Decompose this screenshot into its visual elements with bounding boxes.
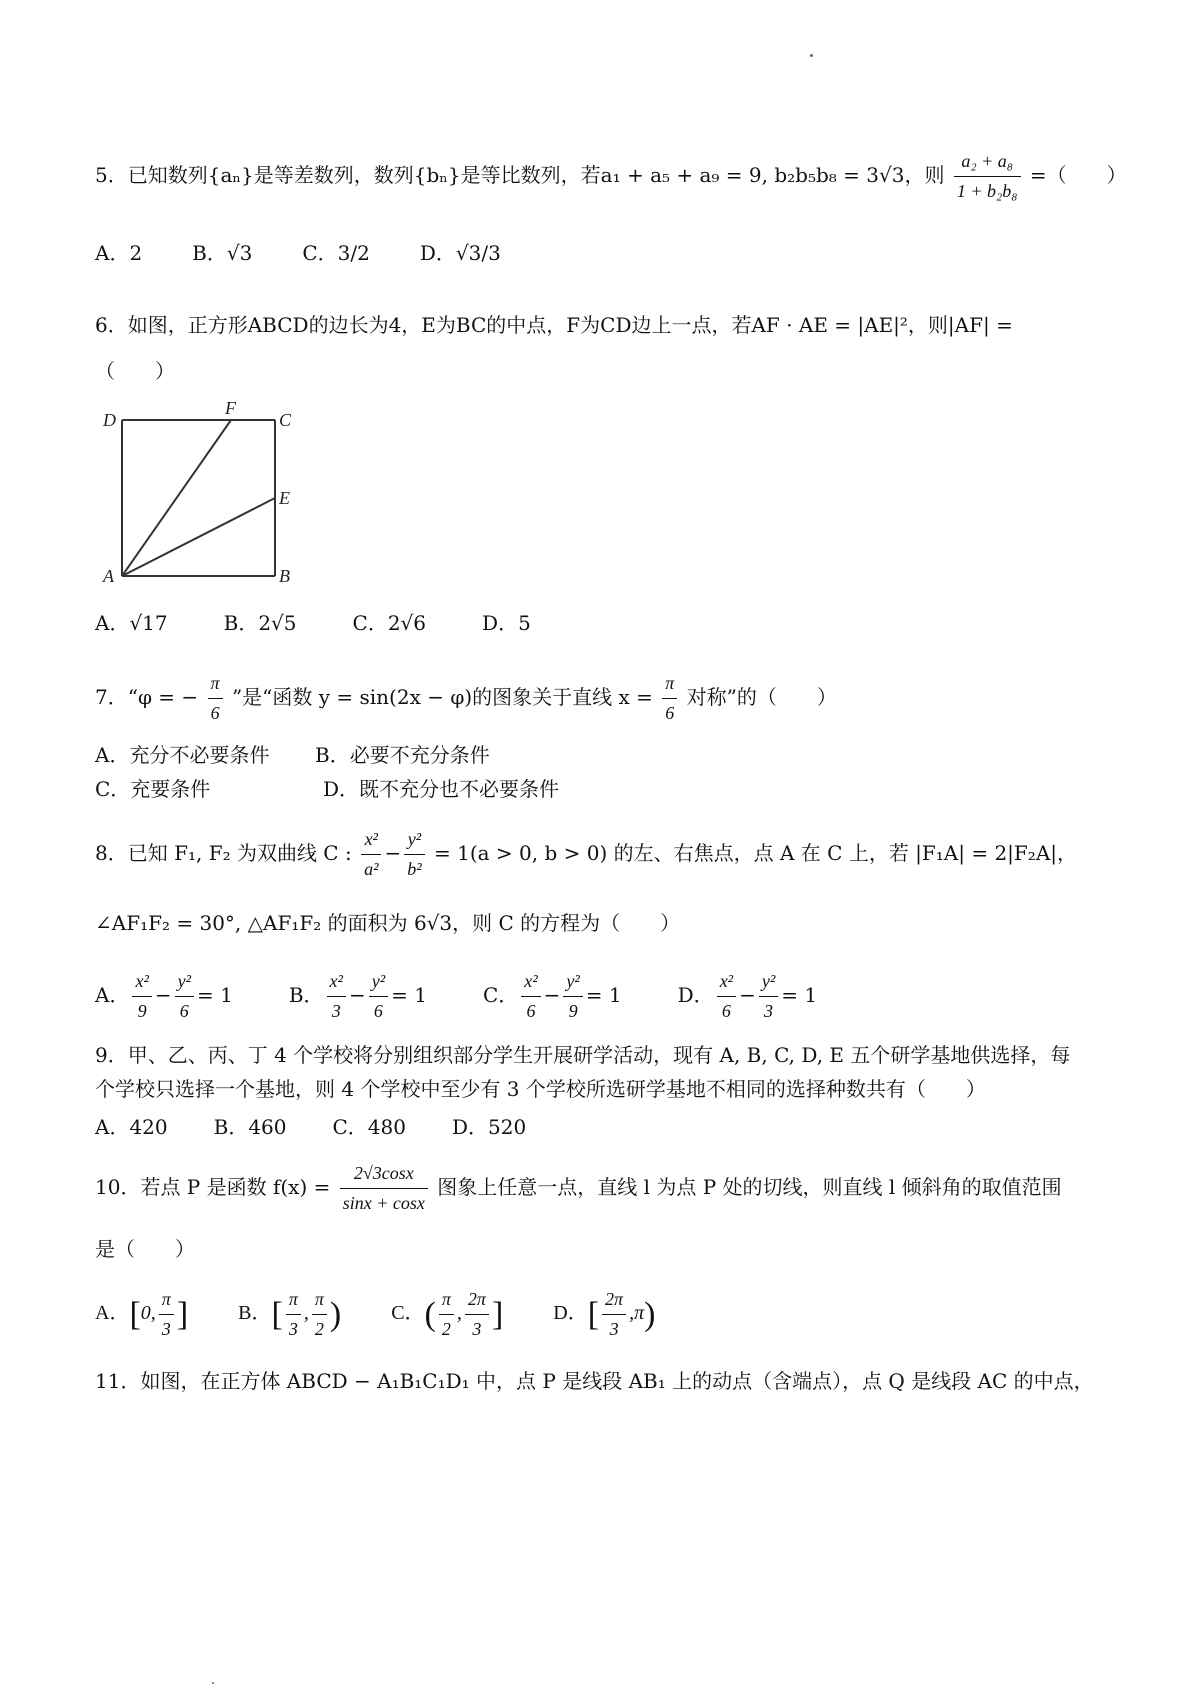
option-a: A． $\frac{\text{x²}}{9}$ − $\frac{\text{y²}}{6}$ = 1 [95,968,233,1025]
option-c: C．充要条件 [95,777,211,801]
question-6 [95,310,1130,340]
label-c: C [279,410,292,430]
question-9 [95,1040,1130,1104]
q9-line-2: 个学校只选择一个基地，则 4 个学校中至少有 3 个学校所选研学基地不相同的选择种数共有（ ） [95,1077,986,1101]
option-a: A．420 [95,1115,168,1139]
option-c: C． $\frac{\text{x²}}{6}$ − $\frac{\text{y²}}{9}$ = 1 [483,968,622,1025]
q5-stem: 5．已知数列{aₙ}是等差数列，数列{bₙ}是等比数列，若a₁ + a₅ + a₉ = 9, b₂b₅b₈ = 3√3，则 [95,163,945,187]
option-a: A．√17 [95,611,168,635]
q10-line-2: 是（ ） [95,1237,195,1261]
option-b: B．2√5 [223,611,297,635]
q8-y-fraction: $\frac{\text{y²}}{\text{b²}}$ [404,826,424,883]
option-c: C．( $\frac{\pi}{2}$ , $\frac{2\pi}{3}$ ] [391,1286,503,1343]
option-d: D．520 [451,1115,527,1139]
opt-x-fraction: $\frac{\text{x²}}{6}$ [717,968,736,1025]
scan-speck [810,54,813,57]
bound-fraction: $\frac{2\pi}{3}$ [465,1286,489,1343]
option-d: D．既不充分也不必要条件 [323,777,560,801]
q7-fraction-1: $\frac{\pi}{6}$ [208,670,223,727]
label-a: A [103,566,114,586]
option-b: B．460 [213,1115,287,1139]
option-b: B．必要不充分条件 [315,743,490,767]
q7-fraction-2: $\frac{\pi}{6}$ [662,670,677,727]
opt-x-fraction: $\frac{\text{x²}}{6}$ [521,968,540,1025]
q7-options-row1 [95,740,490,770]
label-e: E [279,488,290,508]
option-b: B．[ $\frac{\pi}{3}$ , $\frac{\pi}{2}$ ) [238,1286,341,1343]
opt-y-fraction: $\frac{\text{y²}}{3}$ [759,968,778,1025]
opt-y-fraction: $\frac{\text{y²}}{6}$ [175,968,194,1025]
q9-options [95,1112,526,1142]
bound-fraction: $\frac{\pi}{2}$ [439,1286,454,1343]
question-8: 8．已知 F₁, F₂ 为双曲线 C : $\frac{\text{x²}}{\text{a²}}$ − $\frac{\text{y²}}{\text{b²}}$ = 1(a > 0, b > 0) 的左、右焦点，点 A 在 C 上，若 |F₁A| = 2|F₂A|， [95,826,1130,883]
question-5 [95,148,1130,205]
q5-fraction: $\frac{\text{a₂ + a₈}}{\text{1 + b₂b₈}}$ [954,148,1021,205]
question-7: 7．“φ = − $\frac{\pi}{6}$ ”是“函数 y = sin(2x − φ)的图象关于直线 x = $\frac{\pi}{6}$ 对称”的（ ） [95,670,1130,727]
q8-options [95,968,817,1025]
q7-options-row2 [95,774,559,804]
q6-options [95,608,531,638]
option-b: B．√3 [192,241,253,265]
segment-af [122,420,231,576]
option-d: D．[ $\frac{2\pi}{3}$ ,π) [553,1286,655,1343]
option-a: A．2 [95,241,143,265]
q5-tail: =（ ） [1029,163,1127,187]
option-a: A．[0, $\frac{\pi}{3}$ ] [95,1286,188,1343]
opt-x-fraction: $\frac{\text{x²}}{3}$ [327,968,346,1025]
q8-x-fraction: $\frac{\text{x²}}{\text{a²}}$ [361,826,381,883]
option-d: D． $\frac{\text{x²}}{6}$ − $\frac{\text{y²}}{3}$ = 1 [678,968,817,1025]
square-figure [95,400,325,590]
opt-x-fraction: $\frac{\text{x²}}{9}$ [132,968,151,1025]
option-c: C．480 [332,1115,406,1139]
bound-fraction: $\frac{\pi}{3}$ [159,1286,174,1343]
option-c: C．2√6 [352,611,427,635]
option-b: B． $\frac{\text{x²}}{3}$ − $\frac{\text{y²}}{6}$ = 1 [289,968,427,1025]
label-b: B [279,566,290,586]
option-d: D．5 [482,611,531,635]
q6-stem: 6．如图，正方形ABCD的边长为4，E为BC的中点，F为CD边上一点，若AF · AE = |AE|²，则|AF| = [95,313,1013,337]
question-10: 10．若点 P 是函数 f(x) = $\frac{2√3\cos x}{\sin x + \cos x}$ 图象上任意一点，直线 l 为点 P 处的切线，则直线 l 倾斜角的取值范围 [95,1160,1130,1217]
bound-fraction: $\frac{\pi}{2}$ [312,1286,327,1343]
bound-fraction: $\frac{\pi}{3}$ [286,1286,301,1343]
segment-ae [122,498,275,576]
bound-fraction: $\frac{2\pi}{3}$ [602,1286,626,1343]
q8-line-2: ∠AF₁F₂ = 30°, △AF₁F₂ 的面积为 6√3，则 C 的方程为（ ） [95,911,681,935]
opt-y-fraction: $\frac{\text{y²}}{9}$ [563,968,582,1025]
label-d: D [103,410,116,430]
option-a: A．充分不必要条件 [95,743,270,767]
q10-options [95,1286,655,1343]
question-11: 11．如图，在正方体 ABCD − A₁B₁C₁D₁ 中，点 P 是线段 AB₁ 上的动点（含端点），点 Q 是线段 AC 的中点， [95,1369,1094,1393]
label-f: F [225,400,236,418]
q10-fraction: $\frac{2√3\cos x}{\sin x + \cos x}$ [340,1160,428,1217]
scan-speck [212,1682,214,1684]
option-d: D．√3/3 [419,241,501,265]
q6-paren-line: （ ） [95,359,175,383]
q9-line-1: 9．甲、乙、丙、丁 4 个学校将分别组织部分学生开展研学活动，现有 A, B, C, D, E 五个研学基地供选择，每 [95,1043,1071,1067]
q5-options [95,238,501,268]
opt-y-fraction: $\frac{\text{y²}}{6}$ [369,968,388,1025]
option-c: C．3/2 [302,241,370,265]
